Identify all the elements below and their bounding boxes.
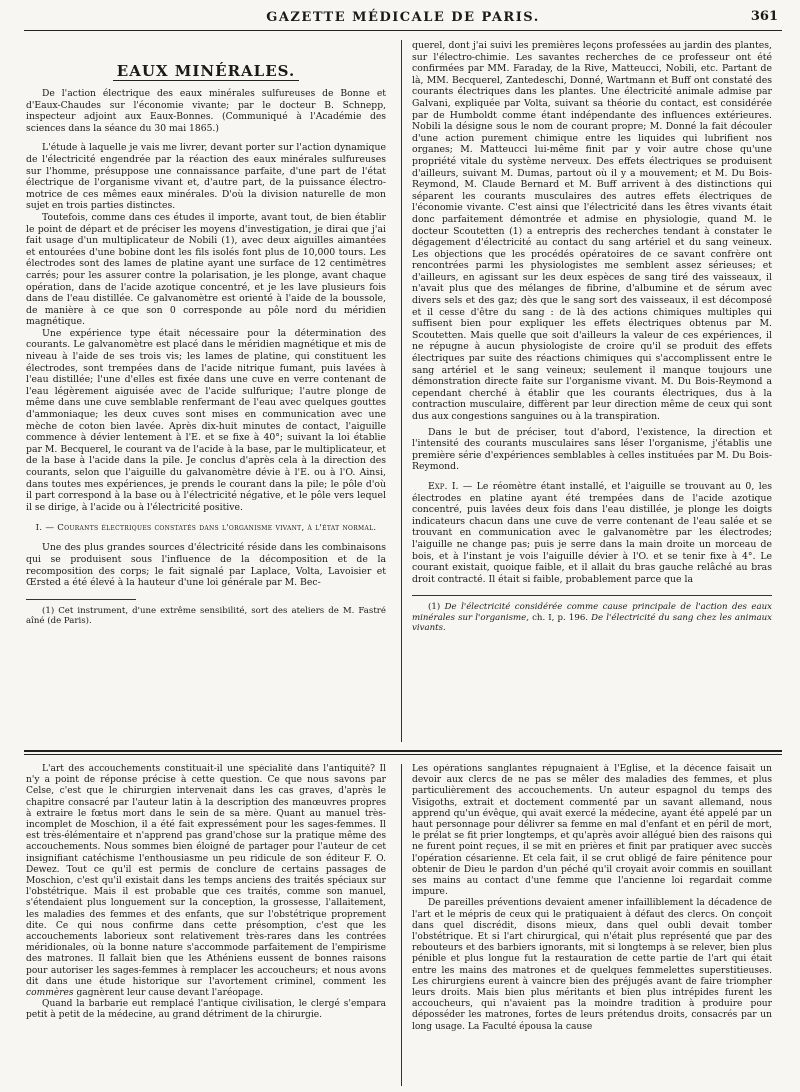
footnote-rule xyxy=(412,595,772,596)
subheading: I. — Courants électriques constatés dans l'organisme vivant, à l'état normal. xyxy=(35,523,377,534)
page-header xyxy=(24,6,782,31)
paragraph: L'étude à laquelle je vais me livrer, devant porter sur l'action dynamique de l'électricité engendrée par la réaction des eaux minérales sulfureuses sur l'homme, présuppose une connaissance parfaite, d'une part de l'état électrique de l'organisme vivant et, d'autre part, de la puissance électro-motrice de ces mêmes eaux minérales. D'où la division naturelle de mon sujet en trois parties distinctes. xyxy=(26,142,386,212)
paragraph: Dans le but de préciser, tout d'abord, l'existence, la direction et l'intensité des courants musculaires sans léser l'organisme, j'établis une première série d'expériences semblables à celles instituées par M. Du Bois-Reymond. xyxy=(412,426,772,473)
experiment-paragraph xyxy=(412,481,772,585)
left-column-lower xyxy=(26,764,386,1086)
footnote xyxy=(412,602,772,633)
footnote-text: (1) Cet instrument, d'une extrême sensibilité, sort des ateliers de M. Fastré aîné (de Paris). xyxy=(26,605,386,627)
footnote-text: (1) De l'électricité considérée comme cause principale de l'action des eaux minérales sur l'organisme, ch. I, p. 196. De l'électricité du sang chez les animaux vivants. xyxy=(412,602,772,634)
article-heading: De l'action électrique des eaux minérales sulfureuses de Bonne et d'Eaux-Chaudes sur l'économie vivante; par le docteur B. Schnepp, inspecteur adjoint aux Eaux-Bonnes. (Communiqué à l'Académie des sciences dans la séance du 30 mai 1865.) xyxy=(26,88,386,134)
column-divider xyxy=(401,40,402,742)
section-divider-rule xyxy=(24,754,782,755)
right-column-upper xyxy=(412,40,772,742)
paragraph: Les opérations sanglantes répugnaient à l'Église, et la décence faisait un devoir aux clercs de ne pas se mêler des maladies des femmes, et plus particulièrement des accouchements. Un auteur espagnol du temps des Visigoths, extrait et doctement commenté par un savant allemand, nous apprend qu'un évêque, qui avait exercé la médecine, ayant été appelé par un haut personnage pour délivrer sa femme en mal d'enfant et en péril de mort, le prélat se fit prier longtemps, et qu'après avoir allégué bien des raisons qui ne furent point reçues, il se mit en prières et finit par pratiquer avec succès l'opération césarienne. Et cela fait, il se crut obligé de faire pénitence pour obtenir de Dieu le pardon d'un péché qu'il croyait avoir commis en souillant ses mains au contact d'une femme que l'ancienne loi regardait comme impure. xyxy=(412,764,772,898)
newspaper-page xyxy=(24,6,782,1086)
left-column-upper xyxy=(26,40,386,742)
right-column-lower xyxy=(412,764,772,1086)
lower-section xyxy=(24,764,782,1086)
column-divider xyxy=(401,764,402,1086)
paragraph: Une des plus grandes sources d'électricité réside dans les combinaisons qui se produisent sous l'influence de la décomposition et de la recomposition des corps; le fait signalé par Laplace, Volta, Lavoisier et Œrsted a été élevé à la hauteur d'une loi générale par M. Bec- xyxy=(26,542,386,589)
experiment-text: — Le réomètre étant installé, et l'aiguille se trouvant au 0, les électrodes en platine ayant été trempées dans de l'acide azotique concentré, puis lavées deux fois dans l'eau distillée, je plonge les doigts indicateurs chacun dans une cuve de verre contenant de l'eau salée et se trouvant en communication avec le galvanomètre par les électrodes; l'aiguille ne change pas; puis je serre dans la main droite un morceau de bois, et à l'instant je vois l'aiguille dévier à l'O. et se tenir fixe à 4°. Le courant existait, quoique faible, et il allait du bras gauche relâché au bras droit contracté. Il était si faible, probablement parce que la xyxy=(412,480,772,585)
experiment-label: Exp. I. xyxy=(428,480,459,492)
paragraph: Une expérience type était nécessaire pour la détermination des courants. Le galvanomètre est placé dans le méridien magnétique et mis de niveau à l'aide de ses trois vis; les lames de platine, qui constituent les électrodes, sont trempées dans de l'acide nitrique fumant, puis lavées à l'eau distillée; l'une d'elles est fixée dans une cuve en verre contenant de l'eau légèrement aiguisée avec de l'acide sulfurique; l'autre plonge de même dans une cuve semblable renfermant de l'eau avec quelques gouttes d'ammoniaque; les deux cuves sont mises en communication avec une mèche de coton bien lavée. Après dix-huit minutes de contact, l'aiguille commence à dévier lentement à l'E. et se fixe à 40°; suivant la loi établie par M. Becquerel, le courant va de l'acide à la base, par le multiplicateur, et de la base à l'acide dans la pile. Je conclus d'après cela à la direction des courants, selon que l'aiguille du galvanomètre dévie à l'E. ou à l'O. Ainsi, dans toutes mes expériences, je prends le courant dans la pile; le pôle d'où il part correspond à la base ou à l'électricité négative, et le pôle vers lequel il se dirige, à l'acide ou à l'électricité positive. xyxy=(26,327,386,513)
page-number: 361 xyxy=(750,9,778,24)
paragraph: Toutefois, comme dans ces études il importe, avant tout, de bien établir le point de départ et de préciser les moyens d'investigation, je dirai que j'ai fait usage d'un multiplicateur de Nobili (1), avec deux aiguilles aimantées et entourées d'une bobine dont les fils isolés font plus de 10,000 tours. Les électrodes sont des lames de platine ayant une surface de 12 centimètres carrés; pour les assurer contre la polarisation, je les plonge, avant chaque opération, dans de l'acide azotique concentré, et je les lave plusieurs fois dans de l'eau distillée. Ce galvanomètre est orienté à l'aide de la boussole, de manière à ce que son 0 corresponde au pôle nord du méridien magnétique. xyxy=(26,211,386,328)
paragraph: Quand la barbarie eut remplacé l'antique civilisation, le clergé s'empara petit à petit de la médecine, au grand détriment de la chirurgie. xyxy=(26,999,386,1021)
journal-title: GAZETTE MÉDICALE DE PARIS. xyxy=(266,10,540,25)
paragraph: L'art des accouchements constituait-il une spécialité dans l'antiquité? Il n'y a point de réponse précise à cette question. Ce que nous savons par Celse, c'est que le chirurgien intervenait dans les cas graves, d'après le chapitre consacré par l'auteur latin à la description des manœuvres propres à extraire le fœtus mort dans le sein de sa mère. Quant au manuel très-incomplet de Moschion, il a été fait expressément pour les sages-femmes. Il est très-élémentaire et n'apprend pas grand'chose sur la pratique même des accouchements. Nous sommes bien éloigné de partager pour l'auteur de cet insignifiant catéchisme l'enthousiasme un peu ridicule de son éditeur F. O. Dewez. Tout ce qu'il est permis de conclure de certains passages de Moschion, c'est qu'il existait dans les temps anciens des traités spéciaux sur l'obstétrique. Mais il est probable que ces traités, comme son manuel, s'étendaient plus longuement sur la conception, la grossesse, l'allaitement, les maladies des femmes et des enfants, que sur l'obstétrique proprement dite. Ce qui nous confirme dans cette présomption, c'est que les accouchements laborieux sont relativement très-rares dans les contrées méridionales, où la bonne nature s'accommode parfaitement de l'empirisme des matrones. Il fallait bien que les Athéniens eussent de bonnes raisons pour autoriser les sages-femmes à remplacer les accoucheurs; et nous avons dit dans une étude historique sur l'avortement criminel, comment les commères gagnèrent leur cause devant l'aréopage. xyxy=(26,764,386,999)
section-title: EAUX MINÉRALES. xyxy=(26,62,386,80)
upper-section xyxy=(24,40,782,742)
section-divider-rule xyxy=(24,750,782,752)
paragraph: querel, dont j'ai suivi les premières leçons professées au jardin des plantes, sur l'électro-chimie. Les savantes recherches de ce professeur ont été confirmées par MM. Faraday, de la Rive, Matteucci, Nobili, etc. Partant de là, MM. Becquerel, Zantedeschi, Donné, Wartmann et Buff ont constaté des courants électriques dans les plantes. Une électricité animale admise par Galvani, expliquée par Volta, suivant sa théorie du contact, est considérée par de Humboldt comme étant indépendante des influences extérieures. Nobili la désigne sous le nom de courant propre; M. Donné la fait découler d'une action purement chimique entre les liquides qui lubrifient nos organes; M. Matteucci lui-même finit par y voir autre chose qu'une propriété vitale du système nerveux. Des effets électriques se produisent d'ailleurs, suivant M. Dumas, partout où il y a mouvement; et M. Du Bois-Reymond, M. Claude Bernard et M. Buff arrivent à des distinctions qui séparent les courants musculaires des autres effets électriques de l'économie vivante. C'est ainsi que l'électricité dans les êtres vivants était donc parfaitement démontrée et admise en physiologie, quand M. le docteur Scoutetten (1) a entrepris des recherches tendant à constater le dégagement d'électricité au contact du sang artériel et du sang veineux. Les objections que les procédés opératoires de ce savant confrère ont rencontrées parmi les physiologistes me semblent assez sérieuses; et d'ailleurs, en agissant sur les deux espèces de sang tiré des vaisseaux, il n'avait plus que des mélanges de fibrine, d'albumine et de sérum avec divers sels et des gaz; dès que le sang sort des vaisseaux, il est décomposé et il cesse d'être du sang : de là des actions chimiques multiples qui suffisent bien pour expliquer les effets électriques obtenus par M. Scoutetten. Mais quelle que soit d'ailleurs la valeur de ces expériences, il ne répugne à aucun physiologiste de croire qu'il se produit des effets électriques par suite des réactions chimiques qui s'accomplissent entre le sang artériel et le sang veineux; seulement il manque toujours une démonstration directe faite sur l'organisme vivant. M. Du Bois-Reymond a cependant cherché à établir que les courants électriques, dus à la contraction musculaire, diffèrent par leur direction même de ceux qui sont dus aux congestions sanguines ou à la transpiration. xyxy=(412,40,772,422)
footnote xyxy=(26,606,386,627)
paragraph: De pareilles préventions devaient amener infailliblement la décadence de l'art et le mépris de ceux qui le pratiquaient à défaut des clercs. On conçoit dans quel discrédit, disons mieux, dans quel oubli devait tomber l'obstétrique. Et si l'art chirurgical, qui n'était plus représenté que par des rebouteurs et des barbiers ignorants, mit si longtemps à se relever, bien plus pénible et plus longue fut la restauration de cette partie de l'art qui était entre les mains des matrones et de quelques femmelettes superstitieuses. Les chirurgiens eurent à vaincre bien des préjugés avant de faire triompher leurs droits. Mais bien plus méritants et bien plus intrépides furent les accoucheurs, qui n'avaient pas la moindre tradition à produire pour déposséder les matrones, fortes de leurs prétendus droits, consacrés par un long usage. La Faculté épousa la cause xyxy=(412,898,772,1032)
footnote-rule xyxy=(26,599,136,600)
